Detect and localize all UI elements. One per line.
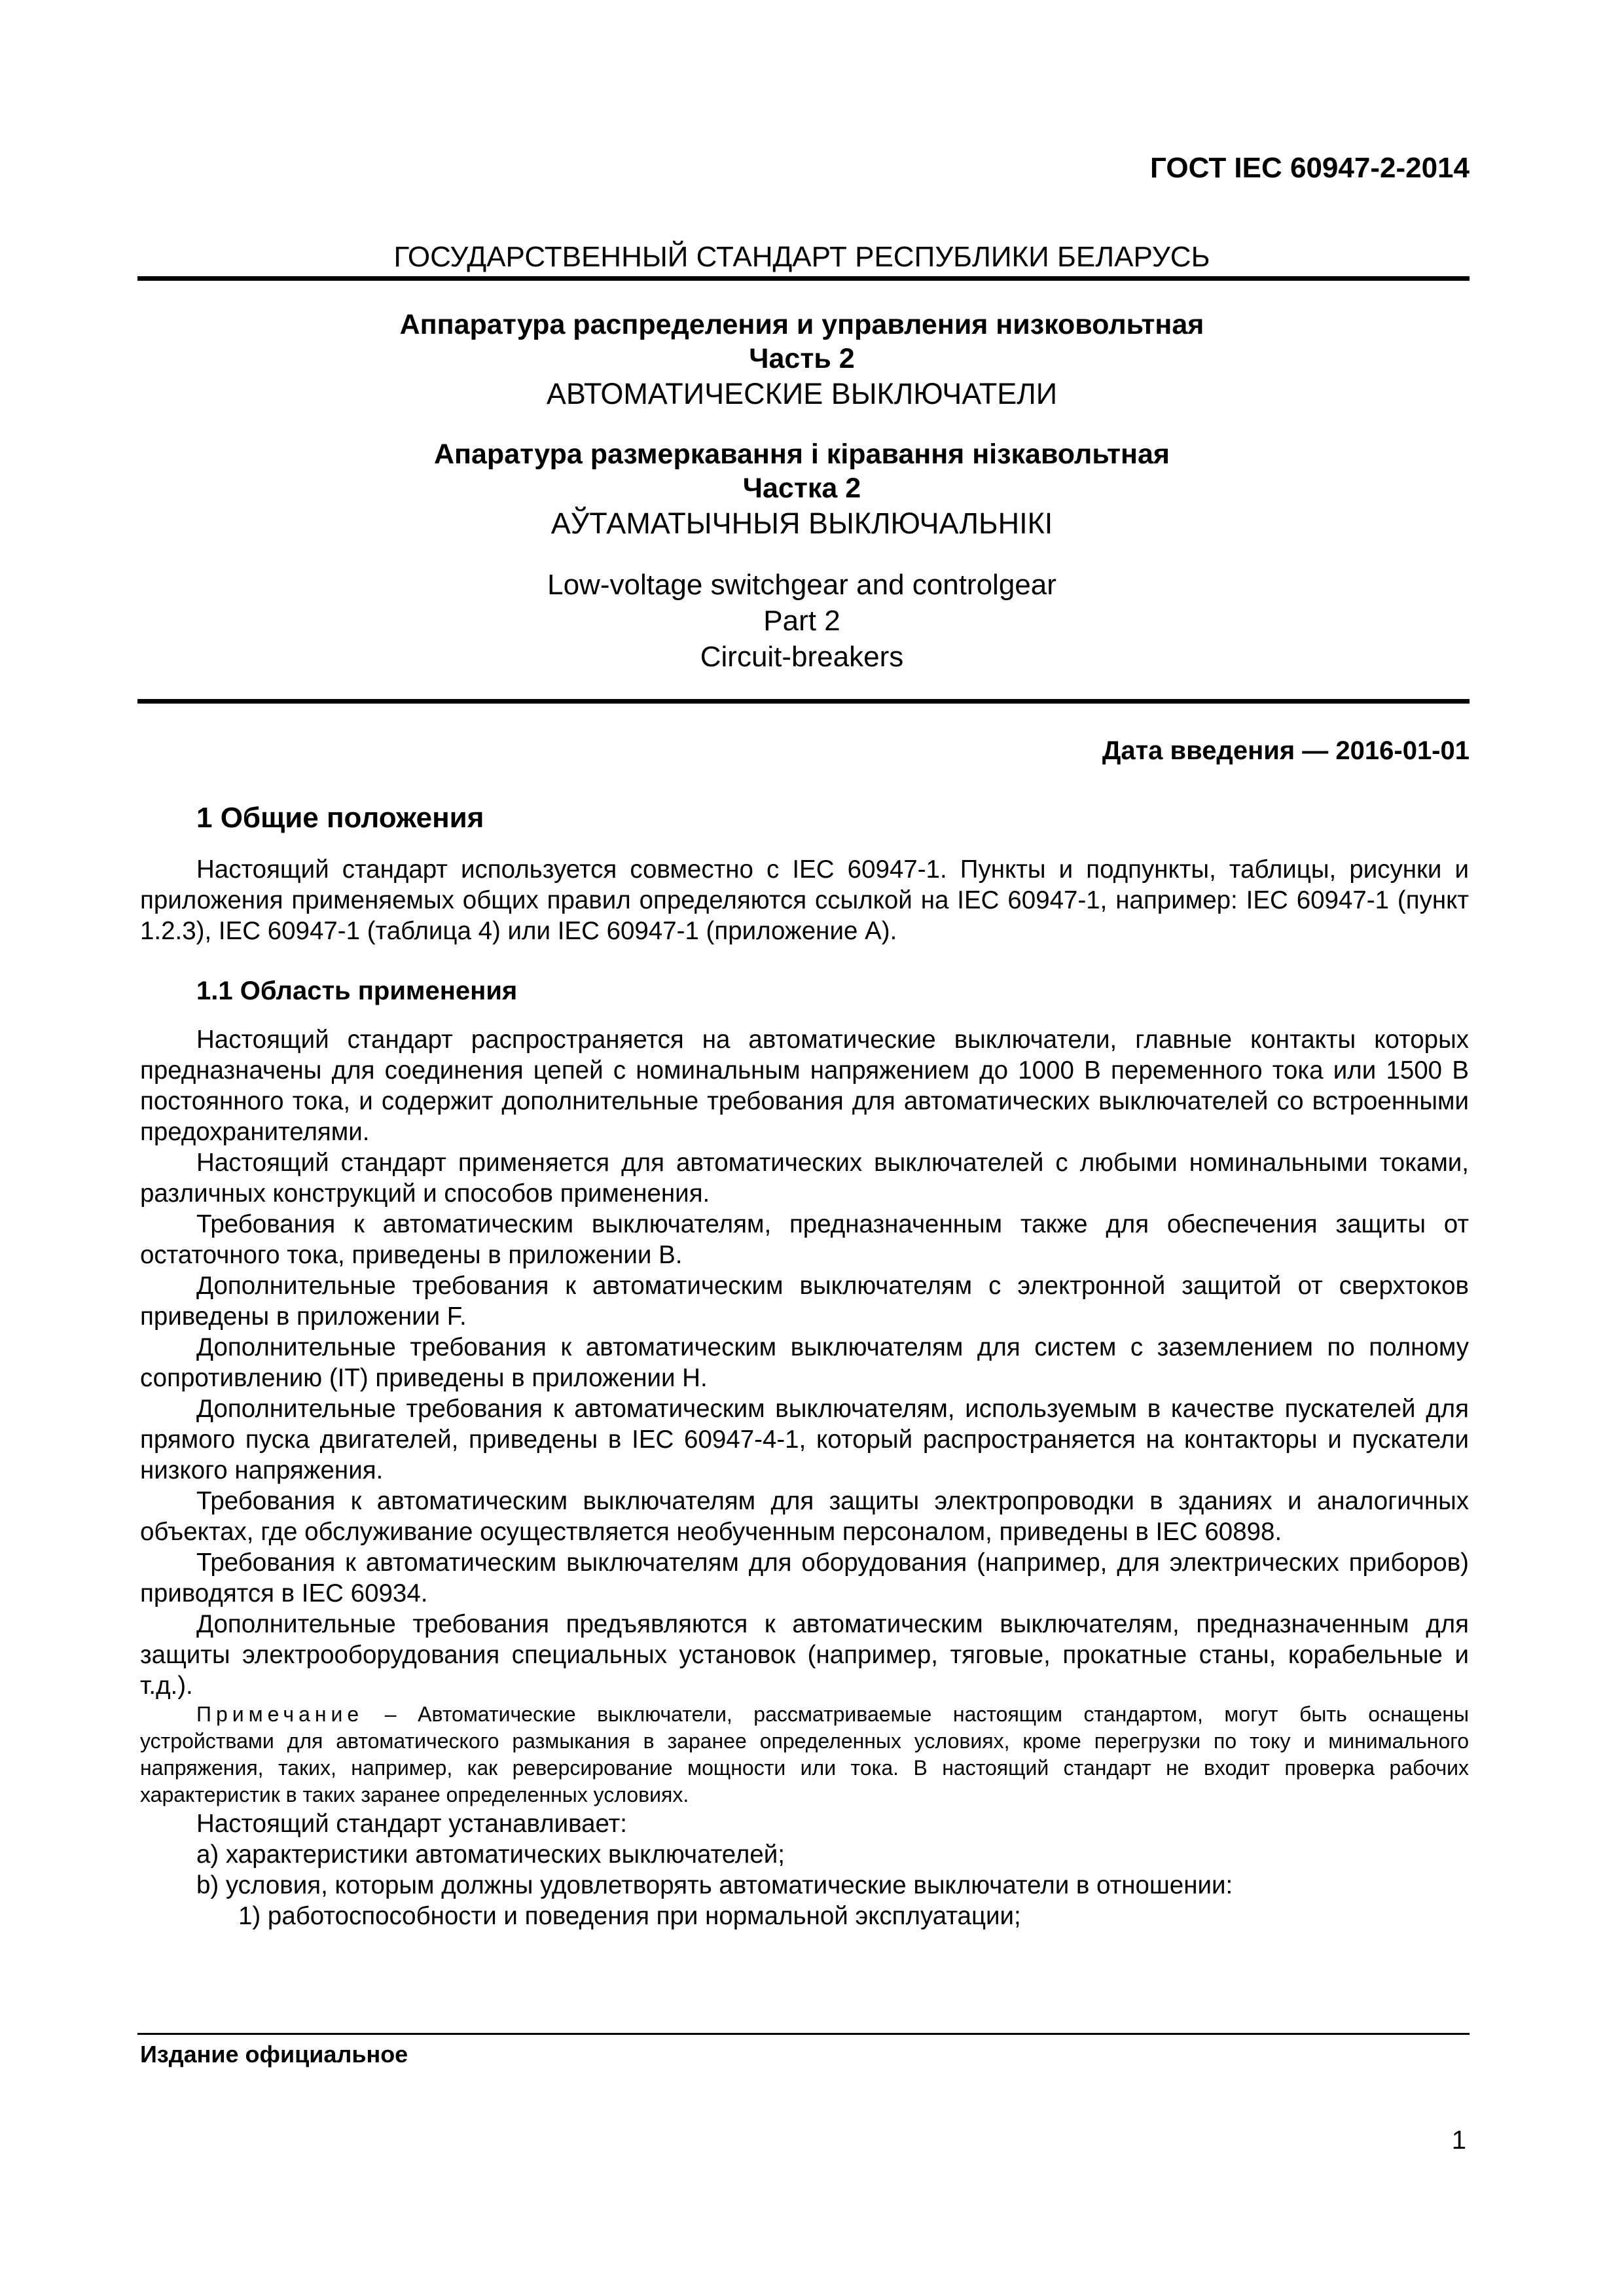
top-divider	[137, 276, 1470, 281]
section-1-heading: 1 Общие положения	[196, 802, 484, 834]
standard-designation: ГОСТ IEC 60947-2-2014	[1150, 152, 1470, 184]
note-label: Примечание	[196, 1702, 364, 1726]
paragraph: Дополнительные требования предъявляются к автоматическим выключателям, предназначенным для защиты электрооборудования специальных установок (например, тяговые, прокатные станы, корабельные и т.д.).	[140, 1610, 1469, 1700]
title-by-line3: АЎТАМАТЫЧНЫЯ ВЫКЛЮЧАЛЬНІКІ	[550, 507, 1053, 540]
paragraph: Дополнительные требования к автоматическим выключателям для систем с заземлением по полному сопротивлению (IT) приведены в приложении Н.	[140, 1333, 1469, 1392]
paragraph: Настоящий стандарт распространяется на автоматические выключатели, главные контакты которых предназначены для соединения цепей с номинальным напряжением до 1000 В переменного тока или 1500 В постоянного тока, и содержит дополнительные требования для автоматических выключателей со встроенными предохранителями.	[140, 1026, 1469, 1146]
note-text: – Автоматические выключатели, рассматриваемые настоящим стандартом, могут быть оснащены устройствами для автоматического размыкания в заранее определенных условиях, кроме перегрузки по току и минимального напряжения, таких, например, как реверсирование мощности или тока. В настоящий стандарт не входит проверка рабочих характеристик в таких заранее определенных условиях.	[140, 1702, 1469, 1806]
title-ru-line1: Аппаратура распределения и управления низковольтная	[399, 309, 1204, 340]
title-bottom-divider	[137, 699, 1470, 704]
title-ru-line2: Часть 2	[749, 343, 855, 374]
title-russian	[137, 308, 1466, 412]
section-1-1-body	[140, 1024, 1469, 1931]
title-belarusian	[137, 437, 1466, 542]
scope-list	[140, 1839, 1469, 1931]
paragraph: Требования к автоматическим выключателям для оборудования (например, для электрических приборов) приводятся в IEC 60934.	[140, 1549, 1469, 1607]
section-1-body	[140, 854, 1469, 946]
title-english	[137, 567, 1466, 675]
state-standard-heading: ГОСУДАРСТВЕННЫЙ СТАНДАРТ РЕСПУБЛИКИ БЕЛАРУСЬ	[393, 241, 1210, 273]
paragraph: Дополнительные требования к автоматическим выключателям, используемым в качестве пускателей для прямого пуска двигателей, приведены в IEC 60947-4-1, который распространяется на контакторы и пускатели низкого напряжения.	[140, 1395, 1469, 1484]
sublist-item: 1) работоспособности и поведения при нормальной эксплуатации;	[238, 1902, 1021, 1930]
paragraph: Требования к автоматическим выключателям для защиты электропроводки в зданиях и аналогичных объектах, где обслуживание осуществляется необученным персоналом, приведены в IEC 60898.	[140, 1487, 1469, 1546]
paragraph: Дополнительные требования к автоматическим выключателям с электронной защитой от сверхтоков приведены в приложении F.	[140, 1272, 1469, 1331]
paragraph: Требования к автоматическим выключателям, предназначенным также для обеспечения защиты от остаточного тока, приведены в приложении В.	[140, 1210, 1469, 1269]
note	[140, 1701, 1469, 1808]
list-item: b) условия, которым должны удовлетворять автоматические выключатели в отношении:	[196, 1871, 1233, 1899]
page-number: 1	[1451, 2126, 1466, 2155]
title-en-line1: Low-voltage switchgear and controlgear	[547, 569, 1056, 601]
section-1-1-heading: 1.1 Область применения	[196, 977, 518, 1005]
list-item: а) характеристики автоматических выключателей;	[196, 1840, 785, 1869]
official-edition-label: Издание официальное	[140, 2041, 408, 2068]
paragraph: Настоящий стандарт применяется для автоматических выключателей с любыми номинальными токами, различных конструкций и способов применения.	[140, 1149, 1469, 1208]
section-1-paragraph: Настоящий стандарт используется совместно с IEC 60947-1. Пункты и подпункты, таблицы, рисунки и приложения применяемых общих правил определяются ссылкой на IEC 60947-1, например: IEC 60947-1 (пункт 1.2.3), IEC 60947-1 (таблица 4) или IEC 60947-1 (приложение А).	[140, 855, 1469, 945]
title-by-line1: Апаратура размеркавання і кіравання нізкавольтная	[433, 439, 1170, 470]
title-en-line2: Part 2	[763, 605, 840, 637]
title-by-line2: Частка 2	[742, 473, 861, 504]
title-ru-line3: АВТОМАТИЧЕСКИЕ ВЫКЛЮЧАТЕЛИ	[546, 377, 1058, 410]
title-en-line3: Circuit-breakers	[700, 641, 904, 673]
footer-divider	[137, 2033, 1470, 2035]
establishes-paragraph: Настоящий стандарт устанавливает:	[196, 1810, 627, 1838]
introduction-date: Дата введения — 2016-01-01	[1102, 736, 1470, 765]
